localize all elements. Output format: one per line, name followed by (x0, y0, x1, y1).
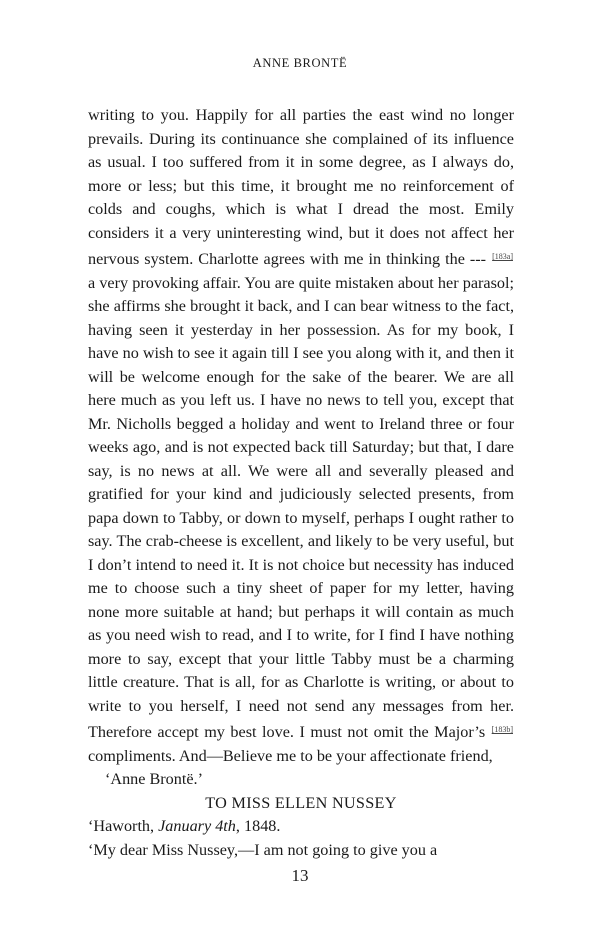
section-heading: TO MISS ELLEN NUSSEY (205, 793, 397, 812)
dateline-place: ‘Haworth, (88, 817, 159, 835)
page-number: 13 (291, 866, 309, 885)
page-body (88, 104, 514, 862)
footnote-link-183b[interactable]: [183b] (491, 725, 513, 734)
dateline-date: January 4th (158, 817, 236, 835)
running-head: ANNE BRONTË (252, 56, 348, 70)
letter-dateline (88, 815, 514, 839)
letter-signature: ‘Anne Brontë.’ (105, 770, 203, 788)
letter-salutation: ‘My dear Miss Nussey,—I am not going to give you a (88, 840, 438, 859)
paragraph-text-1: writing to you. Happily for all parties the east wind no longer prevails. During its continuance she complained of its influence as usual. I too suffered from it in some degree, as I always do, more or less; but this time, it brought me no reinforcement of colds and coughs, which is what I dread the most. Emily considers it a very uninteresting wind, but it does not affect her nervous system. Charlotte agrees with me in thinking the --- (88, 106, 514, 268)
paragraph-text-3: compliments. And—Believe me to be your affectionate friend, (88, 746, 493, 765)
paragraph-text-2: a very provoking affair. You are quite mistaken about her parasol; she affirms she brought it back, and I can bear witness to the fact, having seen it yesterday in her possession. As for my book, I have no wish to see it again till I see you along with it, and then it will be welcome enough for the sake of the bearer. We are all here much as you left us. I have no news to tell you, except that Mr. Nicholls begged a holiday and went to Ireland three or four weeks ago, and is not expected back till Saturday; but that, I dare say, is no news at all. We were all and severally pleased and gratified for your kind and judiciously selected presents, from papa down to Tabby, or down to myself, perhaps I ought rather to say. The crab-cheese is excellent, and likely to be very useful, but I don’t intend to need it. It is not choice but necessity has induced me to choose such a tiny sheet of paper for my letter, having none more suitable at hand; but perhaps it will contain as much as you need wish to read, and I to write, for I find I have nothing more to say, except that your little Tabby must be a charming little creature. That is all, for as Charlotte is writing, or about to write to you herself, I need not send any messages from her. Therefore accept my best love. I must not omit the Major’s (88, 273, 514, 741)
letter-paragraph (88, 104, 514, 768)
dateline-year: , 1848. (235, 817, 281, 835)
footnote-link-183a[interactable]: [183a] (492, 252, 513, 261)
